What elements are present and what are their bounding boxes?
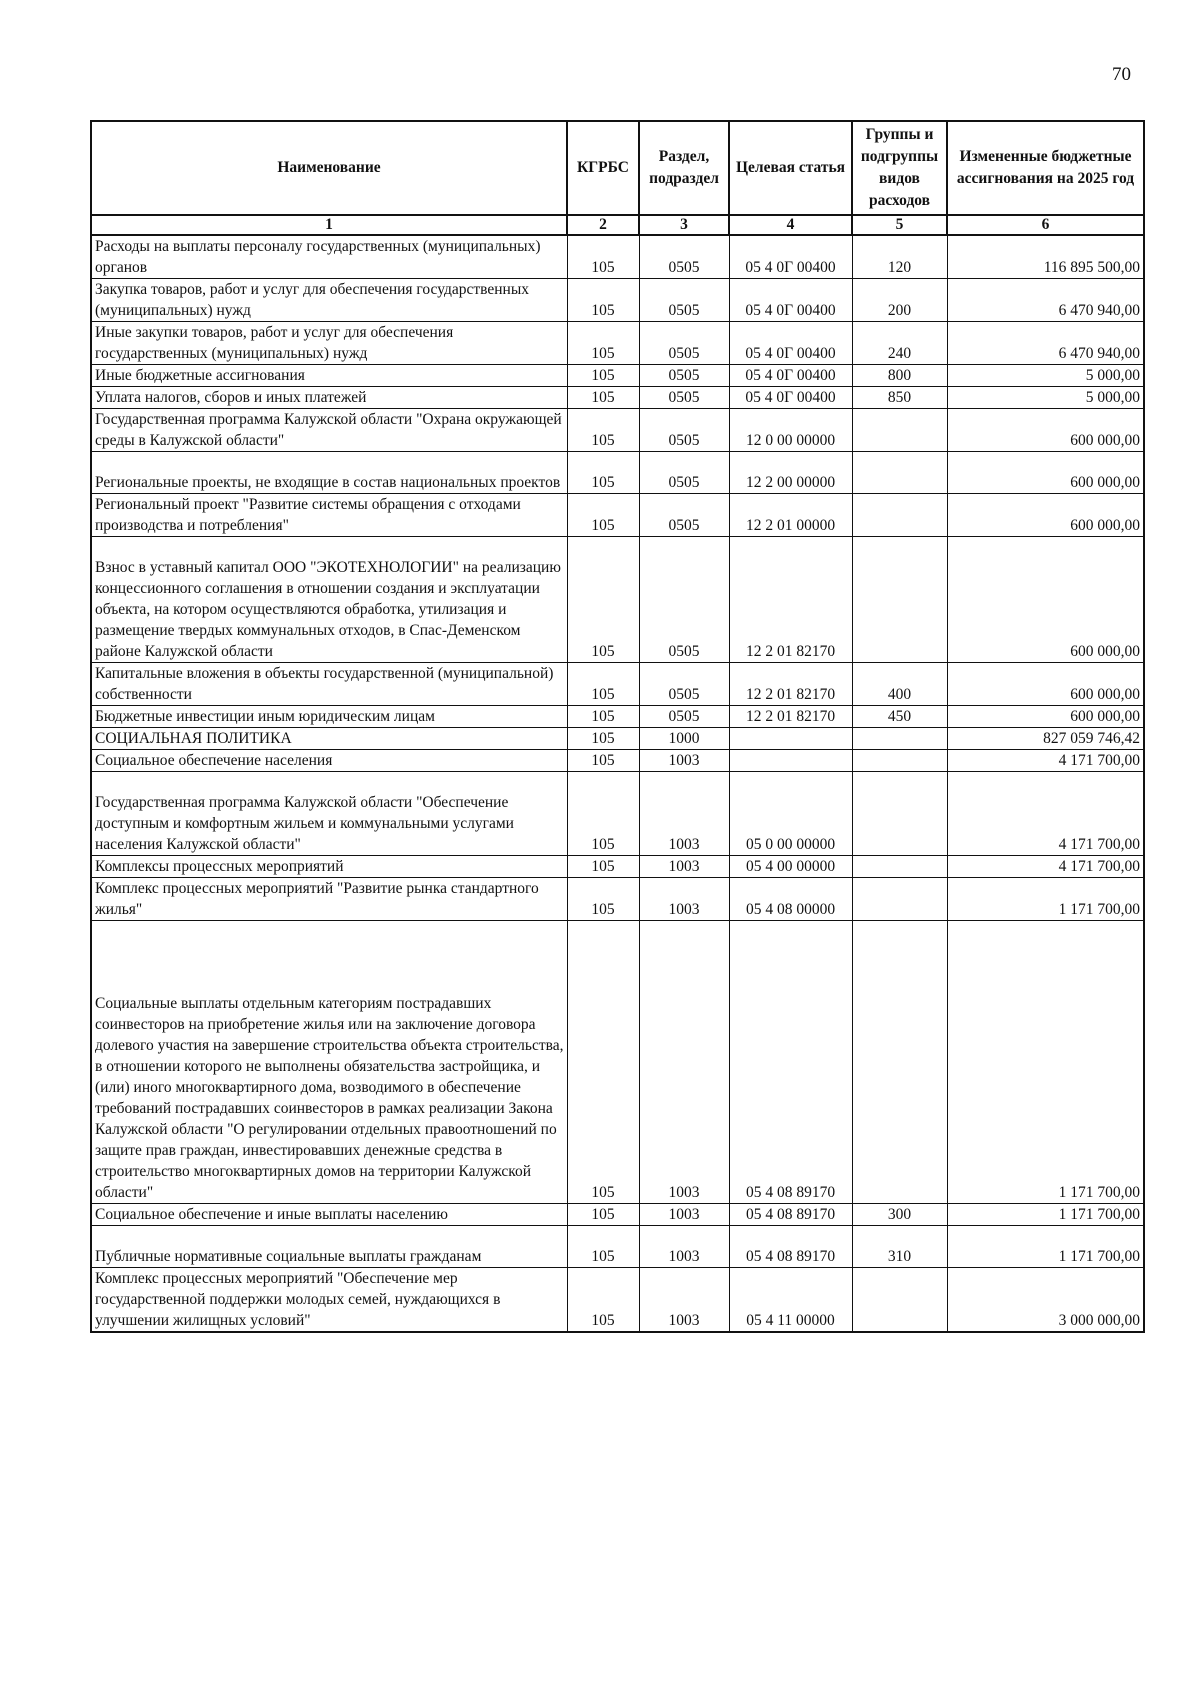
row-section-cell: 0505	[639, 494, 729, 537]
header-kgrbs: КГРБС	[567, 121, 639, 215]
row-article-cell: 12 2 00 00000	[729, 452, 852, 494]
table-row	[91, 494, 1144, 537]
row-article-cell: 05 4 11 00000	[729, 1268, 852, 1333]
row-kgrbs-cell: 105	[567, 921, 639, 1204]
row-article-cell: 05 4 08 89170	[729, 1226, 852, 1268]
table-row	[91, 706, 1144, 728]
row-article-cell: 05 0 00 00000	[729, 772, 852, 856]
row-kgrbs-cell: 105	[567, 1226, 639, 1268]
table-row	[91, 365, 1144, 387]
row-kgrbs-cell: 105	[567, 452, 639, 494]
row-kgrbs-cell: 105	[567, 365, 639, 387]
row-name-cell: Публичные нормативные социальные выплаты гражданам	[91, 1226, 567, 1268]
column-number: 1	[91, 215, 567, 235]
row-article-cell: 12 2 01 82170	[729, 663, 852, 706]
row-section-cell: 0505	[639, 279, 729, 322]
row-section-cell: 1003	[639, 1226, 729, 1268]
row-amount-cell: 5 000,00	[947, 365, 1144, 387]
table-header-row	[91, 121, 1144, 215]
row-article-cell: 12 2 01 82170	[729, 537, 852, 663]
row-kgrbs-cell: 105	[567, 663, 639, 706]
table-body	[91, 235, 1144, 1332]
row-group-cell: 850	[852, 387, 947, 409]
table-row	[91, 387, 1144, 409]
row-kgrbs-cell: 105	[567, 706, 639, 728]
row-amount-cell: 600 000,00	[947, 494, 1144, 537]
row-section-cell: 0505	[639, 365, 729, 387]
row-name-cell: Иные закупки товаров, работ и услуг для обеспечения государственных (муниципальных) нужд	[91, 322, 567, 365]
row-kgrbs-cell: 105	[567, 322, 639, 365]
row-name-cell: СОЦИАЛЬНАЯ ПОЛИТИКА	[91, 728, 567, 750]
row-section-cell: 0505	[639, 409, 729, 452]
row-article-cell	[729, 750, 852, 772]
row-amount-cell: 600 000,00	[947, 409, 1144, 452]
row-name-cell: Комплексы процессных мероприятий	[91, 856, 567, 878]
row-article-cell: 05 4 00 00000	[729, 856, 852, 878]
row-group-cell	[852, 878, 947, 921]
row-amount-cell: 1 171 700,00	[947, 1204, 1144, 1226]
row-name-cell: Социальное обеспечение и иные выплаты населению	[91, 1204, 567, 1226]
row-amount-cell: 4 171 700,00	[947, 856, 1144, 878]
row-name-cell: Взнос в уставный капитал ООО "ЭКОТЕХНОЛОГИИ" на реализацию концессионного соглашения в отношении создания и эксплуатации объекта, на котором осуществляются обработка, утилизация и размещение твердых коммунальных отходов, в Спас-Деменском районе Калужской области	[91, 537, 567, 663]
table-row	[91, 1226, 1144, 1268]
row-kgrbs-cell: 105	[567, 235, 639, 279]
header-group: Группы и подгруппы видов расходов	[852, 121, 947, 215]
row-group-cell	[852, 1268, 947, 1333]
table-row	[91, 772, 1144, 856]
table-row	[91, 728, 1144, 750]
row-article-cell: 12 2 01 82170	[729, 706, 852, 728]
row-group-cell: 300	[852, 1204, 947, 1226]
header-name: Наименование	[91, 121, 567, 215]
row-section-cell: 0505	[639, 537, 729, 663]
row-article-cell: 05 4 0Г 00400	[729, 279, 852, 322]
row-kgrbs-cell: 105	[567, 878, 639, 921]
row-group-cell	[852, 537, 947, 663]
row-group-cell: 240	[852, 322, 947, 365]
row-name-cell: Комплекс процессных мероприятий "Обеспечение мер государственной поддержки молодых семей, нуждающихся в улучшении жилищных условий"	[91, 1268, 567, 1333]
row-amount-cell: 4 171 700,00	[947, 772, 1144, 856]
row-group-cell: 800	[852, 365, 947, 387]
row-section-cell: 0505	[639, 235, 729, 279]
row-name-cell: Уплата налогов, сборов и иных платежей	[91, 387, 567, 409]
row-section-cell: 1000	[639, 728, 729, 750]
table-row	[91, 878, 1144, 921]
row-article-cell: 12 2 01 00000	[729, 494, 852, 537]
row-kgrbs-cell: 105	[567, 494, 639, 537]
row-name-cell: Социальные выплаты отдельным категориям пострадавших соинвесторов на приобретение жилья или на заключение договора долевого участия на завершение строительства объекта строительства, в отношении которого не выполнены обязательства застройщика, и (или) иного многоквартирного дома, возводимого в обеспечение требований пострадавших соинвесторов в рамках реализации Закона Калужской области "О регулировании отдельных правоотношений по защите прав граждан, инвестировавших денежные средства в строительство многоквартирных домов на территории Калужской области"	[91, 921, 567, 1204]
header-amount: Измененные бюджетные ассигнования на 2025 год	[947, 121, 1144, 215]
row-name-cell: Расходы на выплаты персоналу государственных (муниципальных) органов	[91, 235, 567, 279]
column-number: 4	[729, 215, 852, 235]
table-row	[91, 856, 1144, 878]
column-number: 3	[639, 215, 729, 235]
table-row	[91, 452, 1144, 494]
row-name-cell: Региональный проект "Развитие системы обращения с отходами производства и потребления"	[91, 494, 567, 537]
row-article-cell: 05 4 08 89170	[729, 921, 852, 1204]
row-name-cell: Социальное обеспечение населения	[91, 750, 567, 772]
row-amount-cell: 600 000,00	[947, 452, 1144, 494]
row-kgrbs-cell: 105	[567, 1268, 639, 1333]
row-group-cell	[852, 728, 947, 750]
table-row	[91, 409, 1144, 452]
row-name-cell: Комплекс процессных мероприятий "Развитие рынка стандартного жилья"	[91, 878, 567, 921]
row-kgrbs-cell: 105	[567, 1204, 639, 1226]
table-row	[91, 322, 1144, 365]
row-article-cell: 05 4 0Г 00400	[729, 365, 852, 387]
row-section-cell: 1003	[639, 878, 729, 921]
table-row	[91, 235, 1144, 279]
row-section-cell: 1003	[639, 772, 729, 856]
column-number: 6	[947, 215, 1144, 235]
column-number-row	[91, 215, 1144, 235]
row-group-cell	[852, 409, 947, 452]
table-row	[91, 279, 1144, 322]
row-section-cell: 0505	[639, 663, 729, 706]
row-amount-cell: 3 000 000,00	[947, 1268, 1144, 1333]
row-group-cell: 450	[852, 706, 947, 728]
row-amount-cell: 827 059 746,42	[947, 728, 1144, 750]
row-name-cell: Государственная программа Калужской области "Охрана окружающей среды в Калужской области"	[91, 409, 567, 452]
row-article-cell	[729, 728, 852, 750]
row-group-cell	[852, 750, 947, 772]
row-amount-cell: 4 171 700,00	[947, 750, 1144, 772]
row-group-cell	[852, 772, 947, 856]
table-row	[91, 921, 1144, 1204]
row-kgrbs-cell: 105	[567, 409, 639, 452]
row-kgrbs-cell: 105	[567, 728, 639, 750]
row-kgrbs-cell: 105	[567, 750, 639, 772]
row-amount-cell: 5 000,00	[947, 387, 1144, 409]
table-row	[91, 1268, 1144, 1333]
budget-table	[90, 120, 1145, 1333]
header-section: Раздел, подраздел	[639, 121, 729, 215]
row-section-cell: 1003	[639, 750, 729, 772]
row-article-cell: 05 4 0Г 00400	[729, 387, 852, 409]
row-section-cell: 0505	[639, 322, 729, 365]
row-section-cell: 0505	[639, 452, 729, 494]
row-name-cell: Бюджетные инвестиции иным юридическим лицам	[91, 706, 567, 728]
row-name-cell: Капитальные вложения в объекты государственной (муниципальной) собственности	[91, 663, 567, 706]
row-amount-cell: 600 000,00	[947, 537, 1144, 663]
row-article-cell: 05 4 08 89170	[729, 1204, 852, 1226]
row-name-cell: Закупка товаров, работ и услуг для обеспечения государственных (муниципальных) нужд	[91, 279, 567, 322]
column-number: 5	[852, 215, 947, 235]
table-row	[91, 1204, 1144, 1226]
row-group-cell	[852, 856, 947, 878]
row-amount-cell: 1 171 700,00	[947, 921, 1144, 1204]
row-section-cell: 1003	[639, 921, 729, 1204]
row-section-cell: 0505	[639, 387, 729, 409]
row-section-cell: 1003	[639, 1268, 729, 1333]
column-number: 2	[567, 215, 639, 235]
row-amount-cell: 1 171 700,00	[947, 878, 1144, 921]
row-kgrbs-cell: 105	[567, 279, 639, 322]
row-group-cell	[852, 452, 947, 494]
row-group-cell: 310	[852, 1226, 947, 1268]
row-group-cell	[852, 921, 947, 1204]
row-kgrbs-cell: 105	[567, 387, 639, 409]
row-name-cell: Региональные проекты, не входящие в состав национальных проектов	[91, 452, 567, 494]
row-section-cell: 1003	[639, 856, 729, 878]
row-group-cell: 400	[852, 663, 947, 706]
row-kgrbs-cell: 105	[567, 772, 639, 856]
row-article-cell: 05 4 08 00000	[729, 878, 852, 921]
row-name-cell: Государственная программа Калужской области "Обеспечение доступным и комфортным жильем и коммунальными услугами населения Калужской области"	[91, 772, 567, 856]
row-group-cell: 120	[852, 235, 947, 279]
page-number: 70	[1112, 64, 1131, 85]
table-row	[91, 663, 1144, 706]
row-section-cell: 0505	[639, 706, 729, 728]
row-name-cell: Иные бюджетные ассигнования	[91, 365, 567, 387]
row-amount-cell: 1 171 700,00	[947, 1226, 1144, 1268]
row-kgrbs-cell: 105	[567, 856, 639, 878]
header-article: Целевая статья	[729, 121, 852, 215]
row-article-cell: 12 0 00 00000	[729, 409, 852, 452]
table-row	[91, 537, 1144, 663]
row-amount-cell: 6 470 940,00	[947, 279, 1144, 322]
row-group-cell: 200	[852, 279, 947, 322]
table-row	[91, 750, 1144, 772]
row-amount-cell: 6 470 940,00	[947, 322, 1144, 365]
row-kgrbs-cell: 105	[567, 537, 639, 663]
row-amount-cell: 116 895 500,00	[947, 235, 1144, 279]
row-amount-cell: 600 000,00	[947, 663, 1144, 706]
row-section-cell: 1003	[639, 1204, 729, 1226]
row-article-cell: 05 4 0Г 00400	[729, 322, 852, 365]
row-group-cell	[852, 494, 947, 537]
row-article-cell: 05 4 0Г 00400	[729, 235, 852, 279]
row-amount-cell: 600 000,00	[947, 706, 1144, 728]
